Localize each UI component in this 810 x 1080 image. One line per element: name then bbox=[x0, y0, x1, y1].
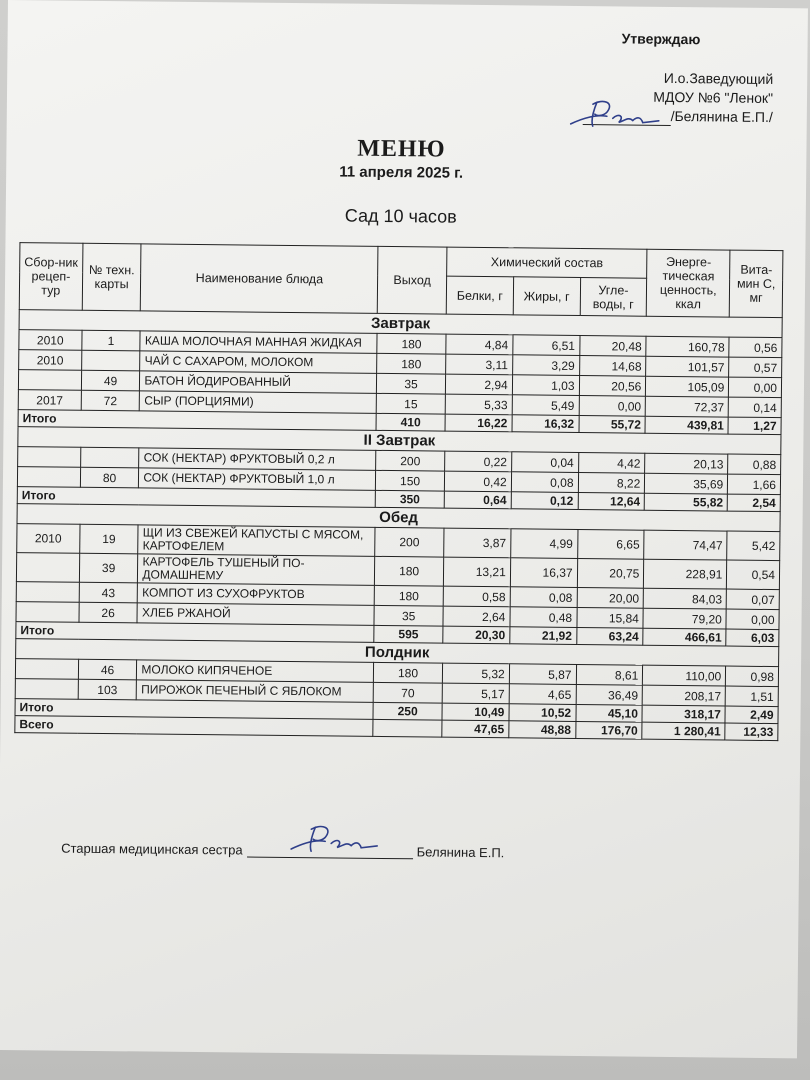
header-fat: Жиры, г bbox=[513, 277, 580, 316]
cell-carbs: 20,75 bbox=[577, 558, 644, 588]
cell-energy: 110,00 bbox=[643, 665, 726, 686]
cell-output: 200 bbox=[375, 527, 444, 557]
table-header-row bbox=[20, 243, 783, 280]
cell-output: 200 bbox=[376, 450, 445, 471]
section-title: Полдник bbox=[16, 639, 779, 667]
cell-collection bbox=[16, 553, 79, 583]
cell-vitamin: 0,07 bbox=[726, 589, 779, 610]
cell-energy: 101,57 bbox=[646, 356, 729, 377]
cell-output: 35 bbox=[377, 373, 446, 394]
cell-carbs: 36,49 bbox=[576, 684, 643, 705]
cell-output: 180 bbox=[375, 556, 444, 586]
cell-vitamin: 0,88 bbox=[728, 454, 781, 475]
cell-dish-name: КАША МОЛОЧНАЯ МАННАЯ ЖИДКАЯ bbox=[140, 331, 377, 353]
cell-energy: 35,69 bbox=[645, 473, 728, 494]
total-label: Итого bbox=[18, 410, 376, 431]
cell-output: 180 bbox=[374, 585, 443, 606]
cell-vitamin: 5,42 bbox=[727, 531, 780, 561]
cell-energy: 105,09 bbox=[646, 376, 729, 397]
grand-total-carbs: 176,70 bbox=[575, 721, 642, 739]
cell-vitamin: 0,00 bbox=[729, 377, 782, 398]
cell-collection bbox=[18, 370, 81, 391]
menu-group: Сад 10 часов bbox=[344, 205, 457, 227]
cell-protein: 5,33 bbox=[445, 394, 512, 415]
total-carbs: 12,64 bbox=[578, 492, 645, 510]
cell-energy: 208,17 bbox=[642, 685, 725, 706]
section-title: Завтрак bbox=[19, 310, 782, 338]
cell-protein: 2,64 bbox=[443, 606, 510, 627]
cell-dish-name: ЧАЙ С САХАРОМ, МОЛОКОМ bbox=[140, 351, 377, 373]
cell-protein: 3,11 bbox=[446, 354, 513, 375]
cell-protein: 0,22 bbox=[445, 451, 512, 472]
cell-vitamin: 0,56 bbox=[729, 337, 782, 358]
footer-signature-line bbox=[247, 843, 413, 860]
cell-collection: 2010 bbox=[17, 524, 80, 554]
grand-total-energy: 1 280,41 bbox=[642, 722, 725, 740]
total-energy: 318,17 bbox=[642, 705, 725, 723]
cell-collection: 2010 bbox=[19, 330, 82, 351]
cell-output: 70 bbox=[373, 682, 442, 703]
cell-fat: 4,65 bbox=[509, 684, 576, 705]
cell-vitamin: 1,51 bbox=[725, 686, 778, 707]
approval-position: И.о.Заведующий bbox=[663, 69, 774, 88]
cell-card: 80 bbox=[80, 467, 139, 488]
cell-dish-name: СЫР (ПОРЦИЯМИ) bbox=[140, 391, 377, 413]
cell-vitamin: 0,98 bbox=[726, 666, 779, 687]
cell-collection bbox=[17, 467, 80, 488]
cell-card: 49 bbox=[81, 370, 140, 391]
total-fat: 21,92 bbox=[510, 627, 577, 645]
footer-role: Старшая медицинская сестра bbox=[61, 840, 243, 858]
cell-collection bbox=[16, 582, 79, 603]
cell-output: 180 bbox=[377, 333, 446, 354]
cell-collection: 2017 bbox=[18, 390, 81, 411]
total-label: Итого bbox=[16, 622, 374, 643]
total-vitamin: 2,49 bbox=[725, 706, 778, 724]
header-name: Наименование блюда bbox=[141, 244, 378, 313]
cell-vitamin: 0,14 bbox=[728, 397, 781, 418]
header-energy: Энерге-тическая ценность, ккал bbox=[647, 249, 731, 317]
cell-carbs: 20,00 bbox=[577, 587, 644, 608]
cell-fat: 0,08 bbox=[510, 587, 577, 608]
cell-collection bbox=[18, 447, 81, 468]
total-vitamin: 2,54 bbox=[728, 494, 781, 512]
header-collection: Сбор-ник рецеп-тур bbox=[19, 243, 82, 311]
total-label: Итого bbox=[15, 699, 373, 720]
cell-carbs: 14,68 bbox=[579, 356, 646, 377]
cell-fat: 3,29 bbox=[512, 355, 579, 376]
header-vitamin: Вита-мин С, мг bbox=[730, 250, 783, 318]
cell-collection bbox=[16, 602, 79, 623]
total-energy: 55,82 bbox=[645, 493, 728, 511]
approval-heading: Утверждаю bbox=[621, 30, 701, 48]
cell-card: 39 bbox=[79, 553, 138, 583]
cell-protein: 13,21 bbox=[443, 557, 510, 587]
cell-protein: 5,17 bbox=[442, 683, 509, 704]
cell-vitamin: 0,54 bbox=[727, 560, 780, 590]
grand-total-label: Всего bbox=[15, 716, 373, 737]
cell-output: 180 bbox=[377, 353, 446, 374]
cell-energy: 160,78 bbox=[646, 336, 729, 357]
total-vitamin: 6,03 bbox=[726, 629, 779, 647]
total-carbs: 55,72 bbox=[579, 415, 646, 433]
footer bbox=[61, 841, 504, 861]
cell-energy: 84,03 bbox=[644, 588, 727, 609]
cell-protein: 2,94 bbox=[445, 374, 512, 395]
total-carbs: 63,24 bbox=[576, 627, 643, 645]
cell-fat: 4,99 bbox=[510, 529, 577, 559]
cell-carbs: 4,42 bbox=[578, 452, 645, 473]
menu-date: 11 апреля 2025 г. bbox=[339, 163, 464, 182]
header-output: Выход bbox=[377, 246, 446, 314]
cell-dish-name: БАТОН ЙОДИРОВАННЫЙ bbox=[140, 371, 377, 393]
cell-dish-name: КОМПОТ ИЗ СУХОФРУКТОВ bbox=[138, 583, 375, 605]
menu-table-body bbox=[15, 310, 782, 741]
cell-fat: 5,87 bbox=[509, 664, 576, 685]
cell-energy: 74,47 bbox=[644, 530, 727, 560]
cell-dish-name: МОЛОКО КИПЯЧЕНОЕ bbox=[137, 660, 374, 682]
total-protein: 0,64 bbox=[444, 491, 511, 509]
cell-dish-name: ЩИ ИЗ СВЕЖЕЙ КАПУСТЫ С МЯСОМ, КАРТОФЕЛЕМ bbox=[138, 525, 375, 556]
cell-card: 43 bbox=[79, 582, 138, 603]
cell-energy: 79,20 bbox=[643, 608, 726, 629]
header-chem: Химический состав bbox=[447, 247, 648, 278]
total-protein: 10,49 bbox=[442, 703, 509, 721]
grand-total-protein: 47,65 bbox=[442, 720, 509, 738]
cell-output: 15 bbox=[376, 393, 445, 414]
total-label: Итого bbox=[17, 487, 375, 508]
cell-output: 35 bbox=[374, 605, 443, 626]
cell-carbs: 20,56 bbox=[579, 376, 646, 397]
total-output: 350 bbox=[375, 490, 444, 508]
cell-dish-name: СОК (НЕКТАР) ФРУКТОВЫЙ 0,2 л bbox=[139, 448, 376, 470]
cell-fat: 6,51 bbox=[513, 335, 580, 356]
cell-protein: 5,32 bbox=[442, 663, 509, 684]
cell-card: 72 bbox=[81, 390, 140, 411]
cell-energy: 72,37 bbox=[646, 396, 729, 417]
cell-fat: 5,49 bbox=[512, 395, 579, 416]
section-title: Обед bbox=[17, 504, 780, 532]
section-title: II Завтрак bbox=[18, 427, 781, 455]
cell-card: 103 bbox=[78, 679, 137, 700]
grand-total-output bbox=[373, 719, 442, 737]
cell-protein: 3,87 bbox=[444, 528, 511, 558]
approval-organization: МДОУ №6 "Ленок" bbox=[653, 88, 774, 107]
cell-fat: 16,37 bbox=[510, 558, 577, 588]
cell-collection bbox=[15, 679, 78, 700]
cell-dish-name: ХЛЕБ РЖАНОЙ bbox=[137, 603, 374, 625]
cell-output: 180 bbox=[374, 662, 443, 683]
cell-fat: 1,03 bbox=[512, 375, 579, 396]
approval-signature bbox=[563, 94, 673, 135]
cell-dish-name: ПИРОЖОК ПЕЧЕНЫЙ С ЯБЛОКОМ bbox=[137, 680, 374, 702]
total-energy: 466,61 bbox=[643, 628, 726, 646]
total-carbs: 45,10 bbox=[576, 704, 643, 722]
cell-output: 150 bbox=[376, 470, 445, 491]
cell-carbs: 6,65 bbox=[577, 529, 644, 559]
cell-energy: 20,13 bbox=[645, 453, 728, 474]
header-carbs: Угле-воды, г bbox=[580, 278, 647, 317]
cell-fat: 0,08 bbox=[511, 472, 578, 493]
cell-energy: 228,91 bbox=[644, 559, 727, 589]
total-fat: 10,52 bbox=[509, 704, 576, 722]
total-energy: 439,81 bbox=[645, 416, 728, 434]
cell-carbs: 0,00 bbox=[579, 396, 646, 417]
total-protein: 20,30 bbox=[443, 626, 510, 644]
cell-dish-name: СОК (НЕКТАР) ФРУКТОВЫЙ 1,0 л bbox=[139, 468, 376, 490]
total-output: 410 bbox=[376, 413, 445, 431]
cell-carbs: 8,22 bbox=[578, 472, 645, 493]
cell-card: 26 bbox=[79, 602, 138, 623]
page-title: МЕНЮ bbox=[357, 135, 446, 163]
header-card: № техн. карты bbox=[82, 243, 141, 311]
footer-name: Белянина Е.П. bbox=[416, 844, 505, 861]
total-protein: 16,22 bbox=[445, 414, 512, 432]
total-output: 250 bbox=[373, 702, 442, 720]
cell-fat: 0,04 bbox=[511, 452, 578, 473]
approval-name: /Белянина Е.П./ bbox=[670, 107, 773, 126]
cell-card bbox=[80, 447, 139, 468]
total-fat: 0,12 bbox=[511, 492, 578, 510]
cell-collection bbox=[15, 659, 78, 680]
cell-card: 19 bbox=[79, 524, 138, 554]
cell-vitamin: 1,66 bbox=[728, 474, 781, 495]
menu-table bbox=[14, 242, 783, 741]
total-output: 595 bbox=[374, 625, 443, 643]
cell-card bbox=[81, 350, 140, 371]
cell-vitamin: 0,57 bbox=[729, 357, 782, 378]
cell-protein: 0,42 bbox=[444, 471, 511, 492]
cell-vitamin: 0,00 bbox=[726, 609, 779, 630]
cell-dish-name: КАРТОФЕЛЬ ТУШЕНЫЙ ПО-ДОМАШНЕМУ bbox=[138, 554, 375, 585]
cell-fat: 0,48 bbox=[510, 607, 577, 628]
cell-carbs: 20,48 bbox=[579, 336, 646, 357]
cell-protein: 4,84 bbox=[446, 334, 513, 355]
cell-card: 46 bbox=[78, 659, 137, 680]
header-protein: Белки, г bbox=[446, 276, 513, 315]
cell-carbs: 8,61 bbox=[576, 664, 643, 685]
total-fat: 16,32 bbox=[512, 415, 579, 433]
grand-total-fat: 48,88 bbox=[509, 721, 576, 739]
cell-protein: 0,58 bbox=[443, 586, 510, 607]
grand-total-vitamin: 12,33 bbox=[725, 723, 778, 741]
cell-collection: 2010 bbox=[19, 350, 82, 371]
total-vitamin: 1,27 bbox=[728, 417, 781, 435]
cell-carbs: 15,84 bbox=[577, 607, 644, 628]
cell-card: 1 bbox=[82, 330, 141, 351]
